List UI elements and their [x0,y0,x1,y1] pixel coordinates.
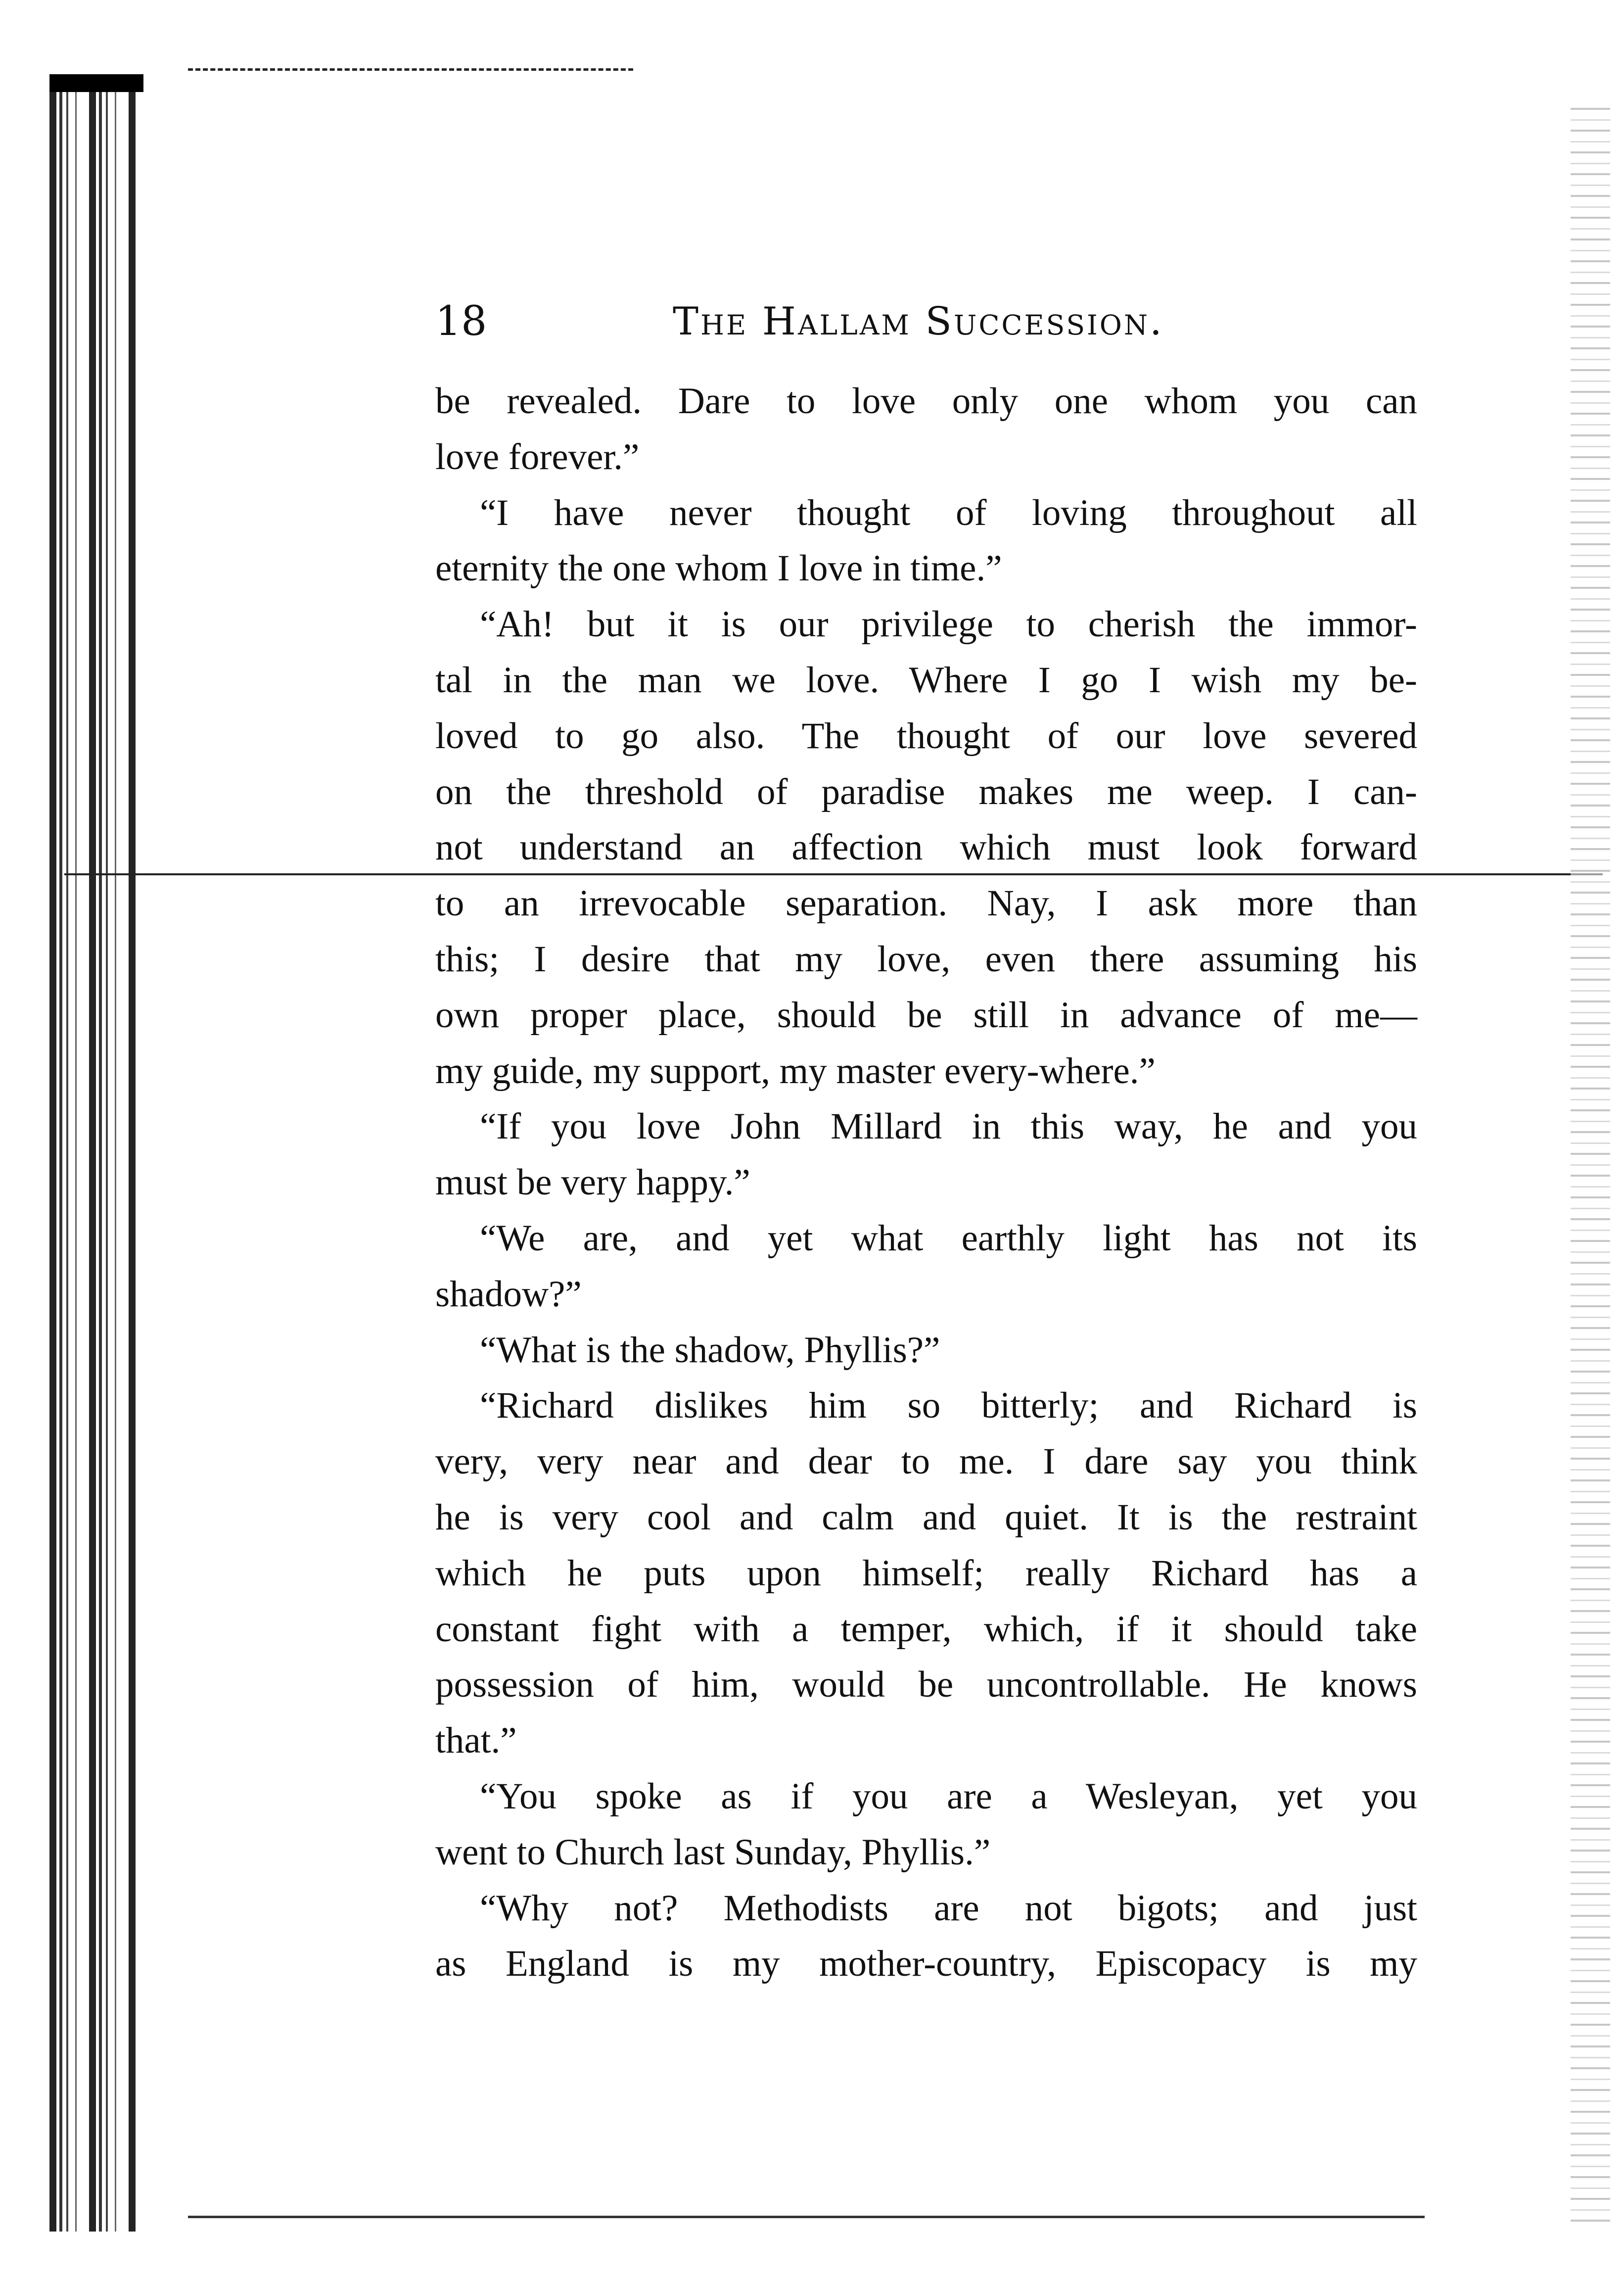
text-line: must be very happy.” [435,1162,750,1203]
text-line: “Why not? Methodists are not bigots; and just [480,1887,1417,1929]
text-line: “Ah! but it is our privilege to cherish the immor- [480,604,1417,645]
text-line: this; I desire that my love, even there assuming his [435,938,1417,980]
text-line: “Richard dislikes him so bitterly; and Richard is [480,1385,1417,1426]
text-line: not understand an affection which must look forward [435,827,1417,868]
text-line: be revealed. Dare to love only one whom you can [435,380,1417,422]
text-line: which he puts upon himself; really Richard has a [435,1552,1417,1594]
text-line: possession of him, would be uncontrollable. He knows [435,1664,1417,1706]
bottom-border-line [188,2216,1425,2218]
text-line: tal in the man we love. Where I go I wish my be- [435,659,1417,701]
text-line: constant fight with a temper, which, if it should take [435,1608,1417,1650]
text-line: shadow?” [435,1273,582,1315]
text-line: own proper place, should be still in advance of me— [435,994,1417,1036]
text-line: “What is the shadow, Phyllis?” [480,1329,940,1371]
text-line: that.” [435,1720,517,1761]
running-header [435,292,1167,351]
text-line: “You spoke as if you are a Wesleyan, yet you [480,1775,1417,1817]
text-line: “I have never thought of loving throughout all [480,492,1417,533]
text-line: as England is my mother-country, Episcopacy is my [435,1943,1417,1985]
top-border-line [188,68,633,71]
book-binding-edge [49,74,139,2232]
text-line: loved to go also. The thought of our love severed [435,715,1417,757]
text-line: eternity the one whom I love in time.” [435,548,1002,589]
text-line: to an irrevocable separation. Nay, I ask more than [435,883,1417,924]
text-line: “If you love John Millard in this way, he and you [480,1106,1417,1147]
text-line: very, very near and dear to me. I dare say you think [435,1441,1417,1482]
text-line: he is very cool and calm and quiet. It is the restraint [435,1496,1417,1538]
body-text [435,374,1417,1992]
page-number: 18 [435,298,487,345]
running-title: The Hallam Succession. [673,299,1164,344]
text-line: “We are, and yet what earthly light has not its [480,1217,1417,1259]
right-page-edge [1571,99,1610,2227]
text-line: love forever.” [435,436,640,477]
text-line: my guide, my support, my master every-where.” [435,1050,1156,1092]
text-line: went to Church last Sunday, Phyllis.” [435,1831,991,1873]
text-line: on the threshold of paradise makes me weep. I can- [435,771,1417,812]
book-binding-cap [49,74,143,92]
